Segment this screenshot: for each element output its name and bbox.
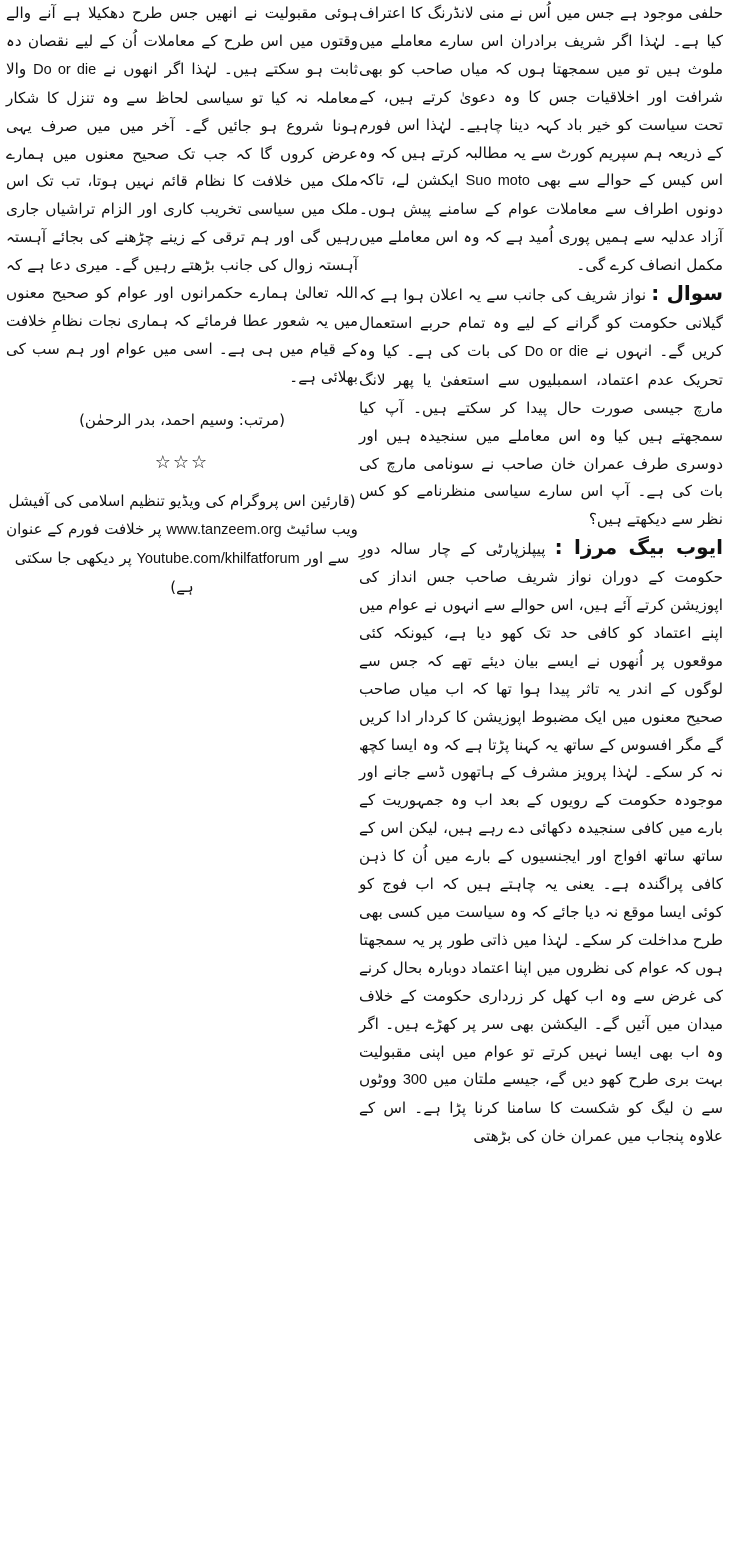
right-para1-end: ایکشن لے، تاکہ دونوں اطراف سے معاملات عوام کے سامنے پیش ہوں۔ آزاد عدلیہ سے ہمیں پوری اُمید ہے کہ وہ اس معاملے میں مکمل انصاف کرے گی۔ <box>359 171 723 275</box>
stars-divider: ☆☆☆ <box>154 451 210 473</box>
answer-text: پیپلزپارٹی کے چار سالہ دورِ حکومت کے دوران نواز شریف صاحب جس انداز کی اپوزیشن کرتے آئے ہیں، اس حوالے سے انہوں نے عوام میں اپنے اعتماد کو کافی حد تک کھو دیا ہے، کیونکہ کئی موقعوں پر اُنھوں نے ایسے بیان دیئے تھے کہ جس سے لوگوں کے اندر یہ تاثر پیدا ہوا تھا کہ اب میاں صاحب صحیح معنوں میں ایک مضبوط اپوزیشن کا کردار ادا کریں گے مگر افسوس کے ساتھ یہ کہنا پڑتا ہے کہ وہ ایسا کچھ نہ کر سکے۔ لہٰذا پرویز مشرف کے ہاتھوں ڈسے جانے اور موجودہ حکومت کے رویوں کے بعد اب وہ جمہوریت کے بارے میں کافی سنجیدہ دکھائی دے رہے ہیں، لیکن اس کے ساتھ ساتھ افواج اور ایجنسیوں کے بارے میں اُن کا ذہن کافی پراگندہ ہے۔ یعنی یہ چاہتے ہیں کہ اب فوج کو کوئی ایسا موقع نہ دیا جائے کہ وہ سیاست میں کسی بھی طرح مداخلت کر سکے۔ لہٰذا میں ذاتی طور پر یہ سمجھتا ہوں کہ عوام کی نظروں میں اپنا اعتماد دوبارہ بحال کرنے کی غرض سے وہ اب کھل کر زرداری حکومت کے خلاف میدان میں آئیں گے۔ الیکشن بھی سر پر کھڑے ہیں۔ اگر وہ اب بھی ایسا نہیں کرتے تو عوام میں اپنی مقبولیت بہت بری طرح کھو دیں گے، جیسے ملتان میں <box>359 540 724 1089</box>
left-paragraph-1 <box>6 0 358 392</box>
compiler-credit: (مرتب: وسیم احمد، بدر الرحمٰن) <box>79 410 285 429</box>
note-text-1: (قارئین اس پروگرام کی ویڈیو تنظیم اسلامی کی آفیشل ویب سائیٹ <box>8 491 358 538</box>
question-text-2: کی بات کی ہے۔ کیا وہ تحریک عدم اعتماد، اسمبلیوں سے استعفیٰ یا پھر لانگ مارچ جیسی صورت حال پیدا کر سکتے ہیں۔ آپ کیا سمجھتے ہیں کیا وہ اس معاملے میں سنجیدہ ہیں اور دوسری طرف عمران خان صاحب نے سونامی مارچ کی بات کی ہے۔ آپ اس سارے سیاسی منظرنامے کو کس نظر سے دیکھتے ہیں؟ <box>359 341 723 529</box>
right-column <box>359 0 723 1151</box>
youtube-link[interactable]: Youtube.com/khilfatforum <box>136 550 300 567</box>
votes-number: 300 <box>402 1072 428 1089</box>
question-label: سوال : <box>651 281 723 306</box>
answer-paragraph <box>359 534 723 1151</box>
answer-label: ایوب بیگ مرزا : <box>554 535 723 560</box>
left-para1-text: ہوئی مقبولیت نے انھیں جس طرح دھکیلا ہے آنے والے وقتوں میں اس طرح کے معاملات اُن کے لیے نقصان دہ ثابت ہو سکتے ہیں۔ لہٰذا اگر انھوں نے <box>6 4 359 78</box>
video-note <box>6 487 358 601</box>
left-para1-cont: والا معاملہ نہ کیا تو سیاسی لحاظ سے وہ تنزل کا شکار ہونا شروع ہو جائیں گے۔ آخر میں میں صرف یہی عرض کروں گا کہ جب تک صحیح معنوں میں ہمارے ملک میں خلافت کا نظام قائم نہیں ہوتا، تب تک اس ملک میں سیاسی تخریب کاری اور الزام تراشیاں جاری رہیں گی اور ہم ترقی کے زینے چڑھنے کی بجائے آہستہ آہستہ زوال کی جانب بڑھتے رہیں گے۔ میری دعا ہے کہ اللہ تعالیٰ ہمارے حکمرانوں اور عوام کو صحیح معنوں میں یہ شعور عطا فرمائے کہ ہماری نجات نظامِ خلافت کے قیام میں ہی ہے۔ اسی میں عوام اور ہم سب کی بھلائی ہے۔ <box>6 59 358 386</box>
website-link[interactable]: www.tanzeem.org <box>166 521 282 538</box>
answer-text-end: ووٹوں سے ن لیگ کو شکست کا سامنا کرنا پڑا ہے۔ اس کے علاوہ پنجاب میں عمران خان کی بڑھتی <box>359 1070 723 1146</box>
right-para1-text: حلفی موجود ہے جس میں اُس نے منی لانڈرنگ کا اعتراف کیا ہے۔ لہٰذا اگر شریف برادران اس سارے معاملے میں ملوث ہیں تو میں سمجھتا ہوں کہ میاں صاحب کو بھی شرافت اور اخلاقیات جس کا وہ دعویٰ کرتے ہیں، کے تحت سیاست کو خیر باد کہہ دینا چاہیے۔ لہٰذا اس فورم کے ذریعہ ہم سپریم کورٹ سے یہ مطالبہ کرتے ہیں کہ وہ اس کیس کے حوالے سے بھی <box>359 4 724 190</box>
question-paragraph <box>359 280 723 534</box>
do-or-die-term-1: Do or die <box>524 343 589 360</box>
do-or-die-term-2: Do or die <box>33 61 97 78</box>
right-paragraph-1 <box>359 0 723 280</box>
note-text-3: پر دیکھی جا سکتی ہے) <box>14 548 194 596</box>
left-column <box>6 0 358 601</box>
note-text-2: پر خلافت فورم کے عنوان سے اور <box>6 519 350 567</box>
suo-moto-term: Suo moto <box>465 173 530 190</box>
question-text-1: نواز شریف کی جانب سے یہ اعلان ہوا ہے کہ گیلانی حکومت کو گرانے کے لیے وہ تمام حربے استعمال کریں گے۔ انہوں نے <box>359 286 723 360</box>
